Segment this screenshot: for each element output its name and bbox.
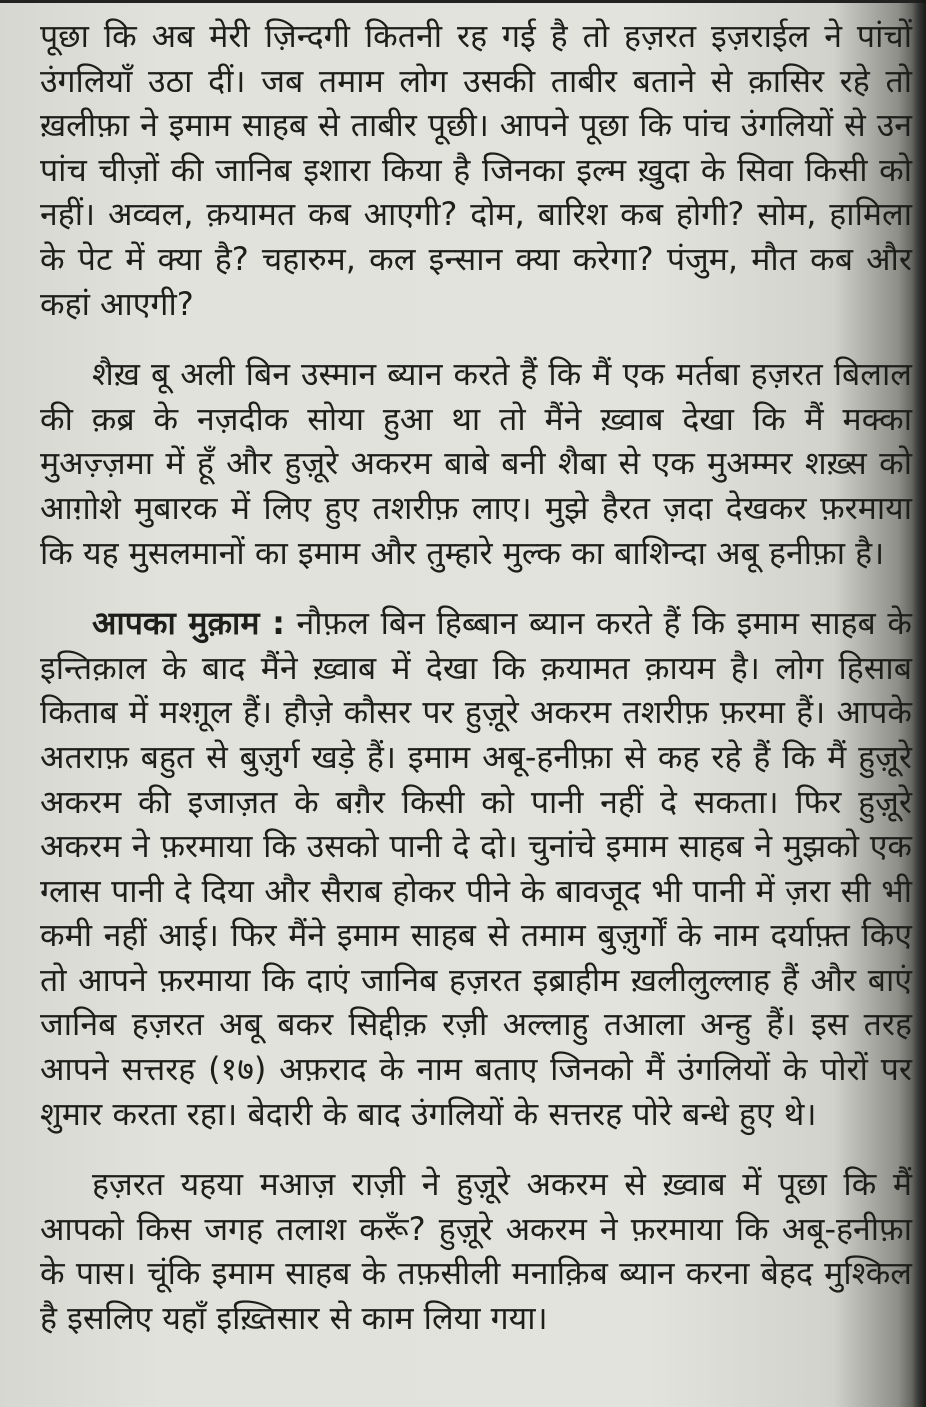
paragraph-4: हज़रत यहया मआज़ राज़ी ने हुज़ूरे अकरम से ख़्वाब में पूछा कि मैं आपको किस जगह तलाश करूँ? हुज़ूरे अकरम ने फ़रमाया कि अबू-हनीफ़ा के पास। चूंकि इमाम साहब के तफ़सीली मनाक़िब ब्यान करना बेहद मुश्किल है इसलिए यहाँ इख़्तिसार से काम लिया गया। [40,1165,912,1338]
paragraph-1: पूछा कि अब मेरी ज़िन्दगी कितनी रह गई है तो हज़रत इज़राईल ने पांचों उंगलियाँ उठा दीं। जब तमाम लोग उसकी ताबीर बताने से क़ासिर रहे तो ख़लीफ़ा ने इमाम साहब से ताबीर पूछी। आपने पूछा कि पांच उंगलियों से उन पांच चीज़ों की जानिब इशारा किया है जिनका इल्म ख़ुदा के सिवा किसी को नहीं। अव्वल, क़यामत कब आएगी? दोम, बारिश कब होगी? सोम, हामिला के पेट में क्या है? चहारुम, कल इन्सान क्या करेगा? पंजुम, मौत कब और कहां आएगी? [40,17,912,323]
book-spine-shadow [912,0,926,1407]
page-text [40,14,912,1341]
section-heading: आपका मुक़ाम : [92,604,285,643]
paragraph-3-body: नौफ़ल बिन हिब्बान ब्यान करते हैं कि इमाम साहब के इन्तिक़ाल के बाद मैंने ख़्वाब में देखा कि क़यामत क़ायम है। लोग हिसाब किताब में मश्ग़ूल हैं। हौज़े कौसर पर हुज़ूरे अकरम तशरीफ़ फ़रमा हैं। आपके अतराफ़ बहुत से बुज़ुर्ग खड़े हैं। इमाम अबू-हनीफ़ा से कह रहे हैं कि मैं हुज़ूरे अकरम की इजाज़त के बग़ैर किसी को पानी नहीं दे सकता। फिर हुज़ूरे अकरम ने फ़रमाया कि उसको पानी दे दो। चुनांचे इमाम साहब ने मुझको एक ग्लास पानी दे दिया और सैराब होकर पीने के बावजूद भी पानी में ज़रा सी भी कमी नहीं आई। फिर मैंने इमाम साहब से तमाम बुज़ुर्गों के नाम दर्याफ़्त किए तो आपने फ़रमाया कि दाएं जानिब हज़रत इब्राहीम ख़लीलुल्लाह हैं और बाएं जानिब हज़रत अबू बकर सिद्दीक़ रज़ी अल्लाहु तआला अन्हु हैं। इस तरह आपने सत्तरह (१७) अफ़राद के नाम बताए जिनको मैं उंगलियों के पोरों पर शुमार करता रहा। बेदारी के बाद उंगलियों के सत्तरह पोरे बन्धे हुए थे। [40,604,912,1133]
paragraph-2: शैख़ बू अली बिन उस्मान ब्यान करते हैं कि मैं एक मर्तबा हज़रत बिलाल की क़ब्र के नज़दीक सोया हुआ था तो मैंने ख़्वाब देखा कि मैं मक्का मुअज़्ज़मा में हूँ और हुज़ूरे अकरम बाबे बनी शैबा से एक मुअम्मर शख़्स को आग़ोशे मुबारक में लिए हुए तशरीफ़ लाए। मुझे हैरत ज़दा देखकर फ़रमाया कि यह मुसलमानों का इमाम और तुम्हारे मुल्क का बाशिन्दा अबू हनीफ़ा है। [40,355,912,572]
paragraph-3 [40,601,912,1136]
top-rule [0,0,926,10]
